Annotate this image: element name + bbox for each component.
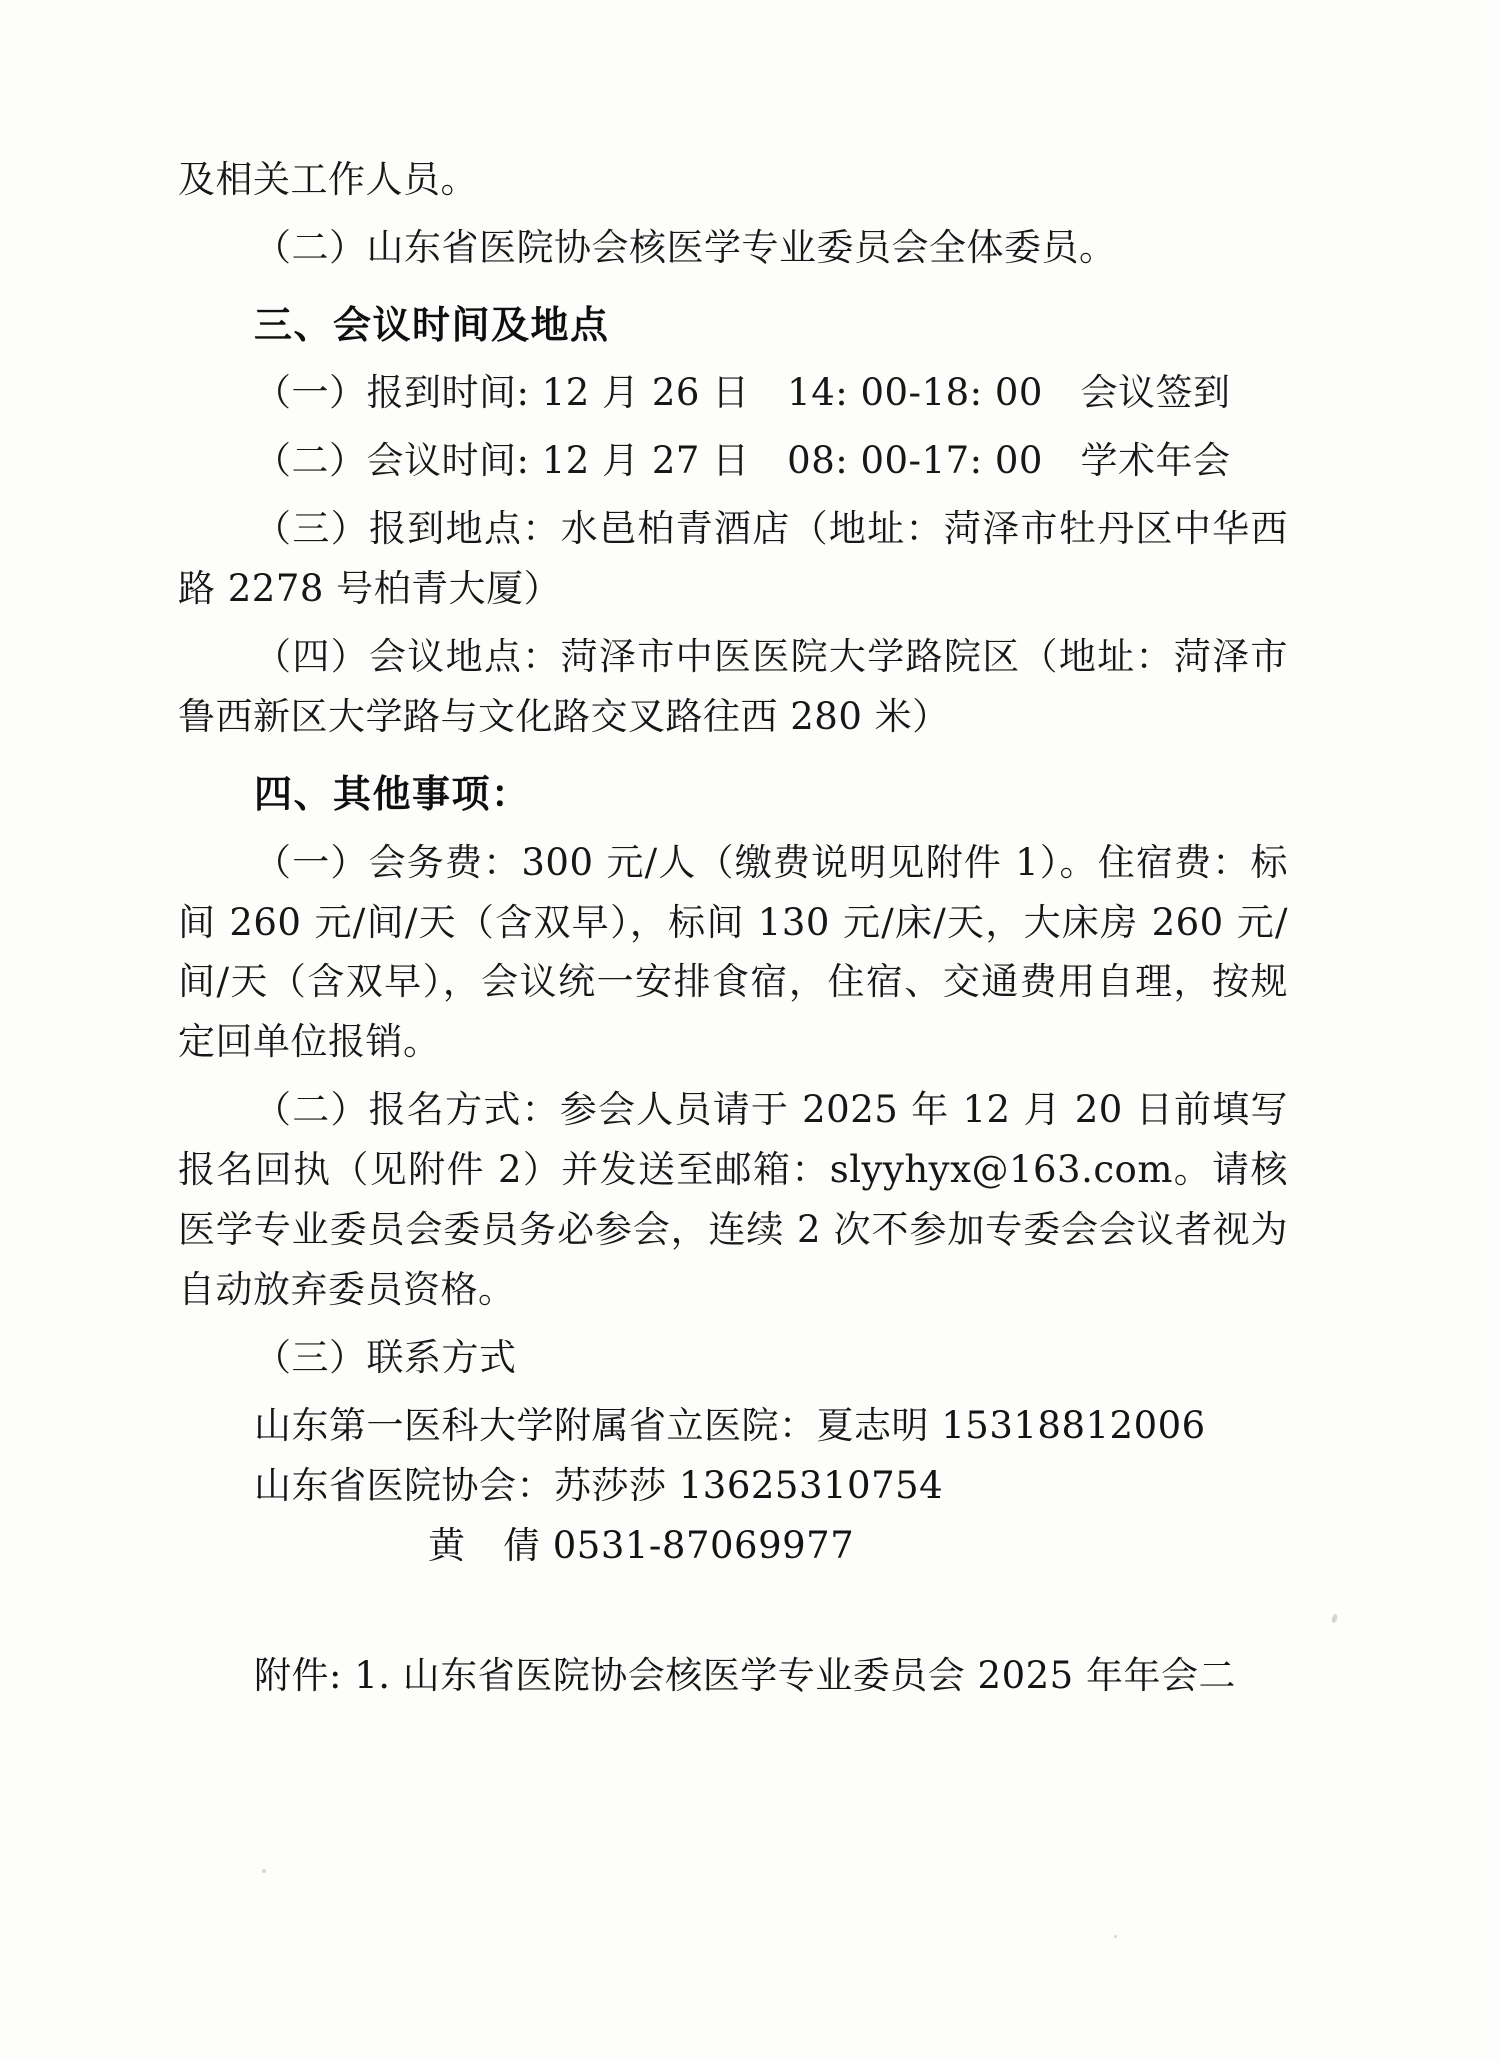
contact-line-provincial-hospital: 山东第一医科大学附属省立医院：夏志明 15318812006 xyxy=(254,1404,1206,1448)
spacer xyxy=(178,1576,1288,1646)
paragraph-members: （二）山东省医院协会核医学专业委员会全体委员。 xyxy=(254,225,1117,269)
document-body xyxy=(178,150,1288,1706)
section-four-heading: 四、其他事项： xyxy=(254,771,531,817)
scan-speck xyxy=(262,1869,266,1873)
scan-speck xyxy=(1114,1935,1117,1938)
section-three-item-2: （二）会议时间: 12 月 27 日 08: 00-17: 00 学术年会 xyxy=(254,439,1231,483)
section-three-heading: 三、会议时间及地点 xyxy=(254,301,610,347)
section-three-item-3: （三）报到地点：水邑柏青酒店（地址：菏泽市牡丹区中华西路 2278 号柏青大厦） xyxy=(178,507,1288,611)
section-three-item-4: （四）会议地点：菏泽市中医医院大学路院区（地址：菏泽市鲁西新区大学路与文化路交叉路往西 280 米） xyxy=(178,635,1288,739)
attachment-line: 附件: 1. 山东省医院协会核医学专业委员会 2025 年年会二 xyxy=(254,1653,1236,1697)
section-four-item-contact: （三）联系方式 xyxy=(254,1336,517,1380)
section-four-item-registration: （二）报名方式：参会人员请于 2025 年 12 月 20 日前填写报名回执（见附件 2）并发送至邮箱：slyyhyx@163.com。请核医学专业委员会委员务必参会，连续 2 次不参加专委会会议者视为自动放弃委员资格。 xyxy=(178,1088,1288,1312)
section-three-item-1: （一）报到时间: 12 月 26 日 14: 00-18: 00 会议签到 xyxy=(254,371,1231,415)
paragraph-staff: 及相关工作人员。 xyxy=(178,158,478,201)
scan-speck xyxy=(1331,1613,1339,1623)
contact-line-association: 山东省医院协会：苏莎莎 13625310754 xyxy=(254,1463,944,1507)
section-four-item-fee: （一）会务费：300 元/人（缴费说明见附件 1）。住宿费：标间 260 元/间/天（含双早），标间 130 元/床/天，大床房 260 元/间/天（含双早），会议统一安排食宿，住宿、交通费用自理，按规定回单位报销。 xyxy=(178,840,1288,1064)
contact-line-huang: 黄 倩 0531-87069977 xyxy=(428,1523,855,1567)
